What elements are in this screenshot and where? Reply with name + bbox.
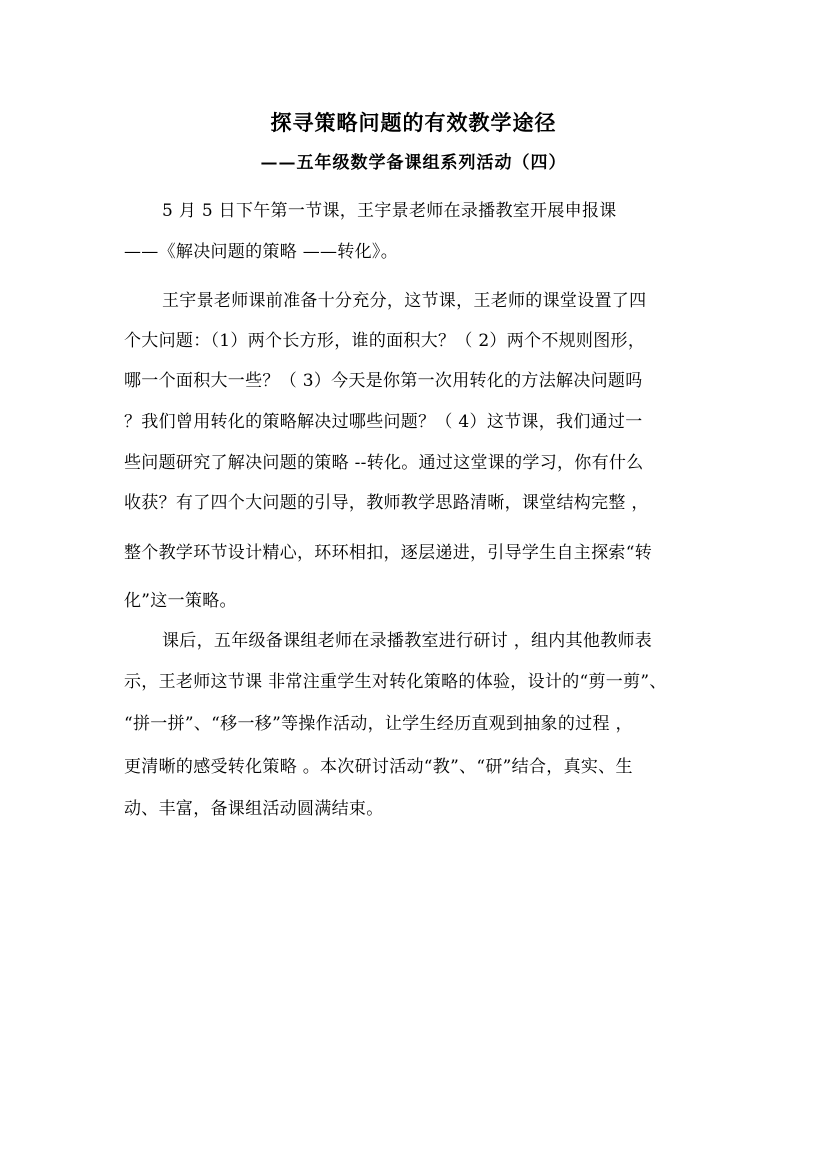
paragraph-2-line-8: 化”这一策略。 xyxy=(124,591,237,611)
paragraph-3-line-1: 课后，五年级备课组老师在录播教室进行研讨 ，组内其他教师表 xyxy=(162,631,653,651)
paragraph-2-line-1: 王宇景老师课前准备十分充分，这节课，王老师的课堂设置了四 xyxy=(162,291,647,311)
paragraph-2-line-7: 整个教学环节设计精心，环环相扣，逐层递进，引导学生自主探索“转 xyxy=(124,543,652,563)
paragraph-2-line-6: 收获？有了四个大问题的引导，教师教学思路清晰，课堂结构完整 ， xyxy=(124,493,649,513)
paragraph-3-line-3: “拼一拼”、“移一移”等操作活动，让学生经历直观到抽象的过程 ， xyxy=(124,714,633,734)
paragraph-1-line-1: 5 月 5 日下午第一节课，王宇景老师在录播教室开展申报课 xyxy=(162,201,617,221)
document-subtitle: ——五年级数学备课组系列活动（四） xyxy=(260,153,567,173)
paragraph-2-line-5: 些问题研究了解决问题的策略 --转化。通过这堂课的学习，你有什么 xyxy=(124,453,644,473)
paragraph-3-line-4: 更清晰的感受转化策略 。本次研讨活动“教”、“研”结合，真实、生 xyxy=(124,757,633,777)
paragraph-1-line-2: ——《解决问题的策略 ——转化》。 xyxy=(124,242,399,262)
paragraph-3-line-5: 动、丰富，备课组活动圆满结束。 xyxy=(124,799,384,819)
paragraph-3-line-2: 示，王老师这节课 非常注重学生对转化策略的体验，设计的“剪一剪”、 xyxy=(124,672,667,692)
paragraph-2-line-3: 哪一个面积大一些？（ 3）今天是你第一次用转化的方法解决问题吗 xyxy=(124,371,643,391)
document-title: 探寻策略问题的有效教学途径 xyxy=(270,110,557,135)
paragraph-2-line-4: ？我们曾用转化的策略解决过哪些问题？（ 4）这节课，我们通过一 xyxy=(124,412,643,432)
paragraph-2-line-2: 个大问题：（1）两个长方形，谁的面积大？（ 2）两个不规则图形， xyxy=(124,331,646,351)
